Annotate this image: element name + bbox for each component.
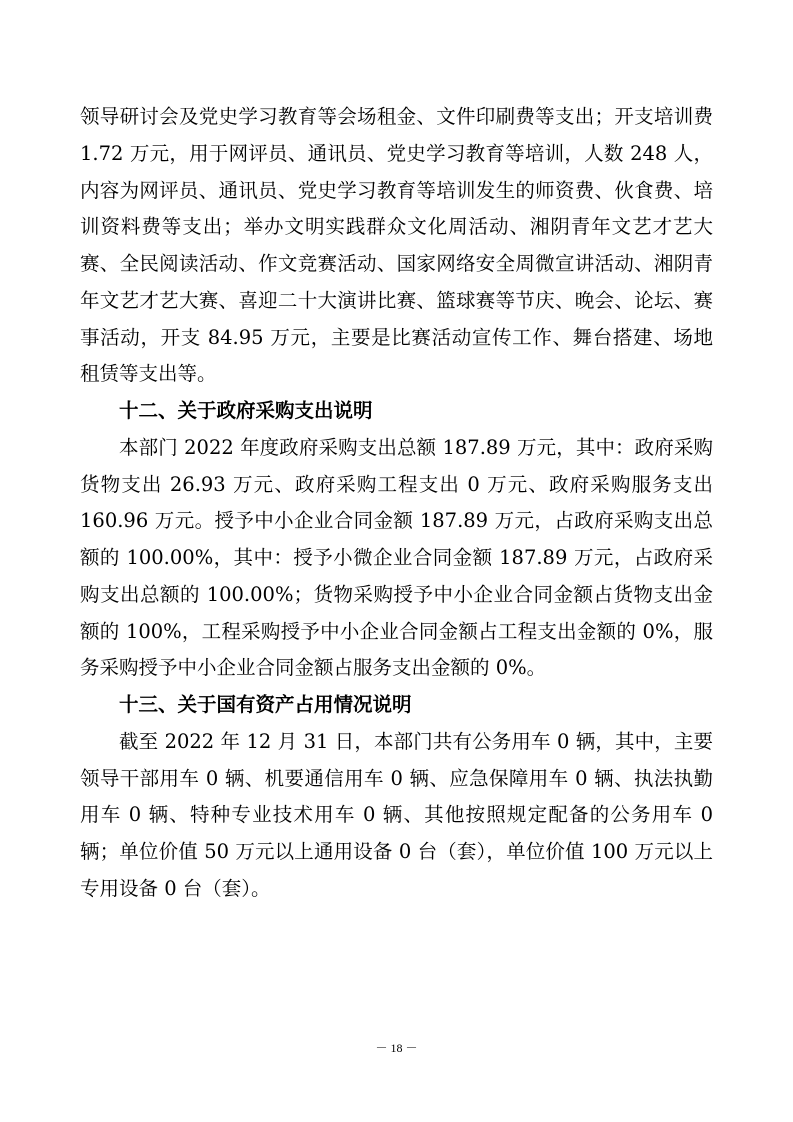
page-number: － 18 － xyxy=(375,1041,418,1055)
section-body-government-procurement: 本部门 2022 年度政府采购支出总额 187.89 万元，其中：政府采购货物支出 26.93 万元、政府采购工程支出 0 万元、政府采购服务支出 160.96 万元。授予中小企业合同金额 187.89 万元，占政府采购支出总额的 100.00%，其中：授予小微企业合同金额 187.89 万元，占政府采购支出总额的 100.00%；货物采购授予中小企业合同金额占货物支出金额的 100%，工程采购授予中小企业合同金额占工程支出金额的 0%，服务采购授予中小企业合同金额占服务支出金额的 0%。 xyxy=(80,435,713,680)
section-heading-government-procurement: 十二、关于政府采购支出说明 xyxy=(119,399,373,422)
section-body-state-assets: 截至 2022 年 12 月 31 日，本部门共有公务用车 0 辆，其中，主要领导干部用车 0 辆、机要通信用车 0 辆、应急保障用车 0 辆、执法执勤用车 0 辆、特种专业技术用车 0 辆、其他按照规定配备的公务用车 0 辆；单位价值 50 万元以上通用设备 0 台（套），单位价值 100 万元以上专用设备 0 台（套）。 xyxy=(80,729,713,900)
page-body xyxy=(80,99,713,908)
section-heading-state-assets: 十三、关于国有资产占用情况说明 xyxy=(119,693,412,716)
continuation-paragraph: 领导研讨会及党史学习教育等会场租金、文件印刷费等支出；开支培训费 1.72 万元，用于网评员、通讯员、党史学习教育等培训，人数 248 人，内容为网评员、通讯员、党史学习教育等培训发生的师资费、伙食费、培训资料费等支出；举办文明实践群众文化周活动、湘阴青年文艺才艺大赛、全民阅读活动、作文竞赛活动、国家网络安全周微宣讲活动、湘阴青年文艺才艺大赛、喜迎二十大演讲比赛、篮球赛等节庆、晚会、论坛、赛事活动，开支 84.95 万元，主要是比赛活动宣传工作、舞台搭建、场地租赁等支出等。 xyxy=(80,105,713,386)
